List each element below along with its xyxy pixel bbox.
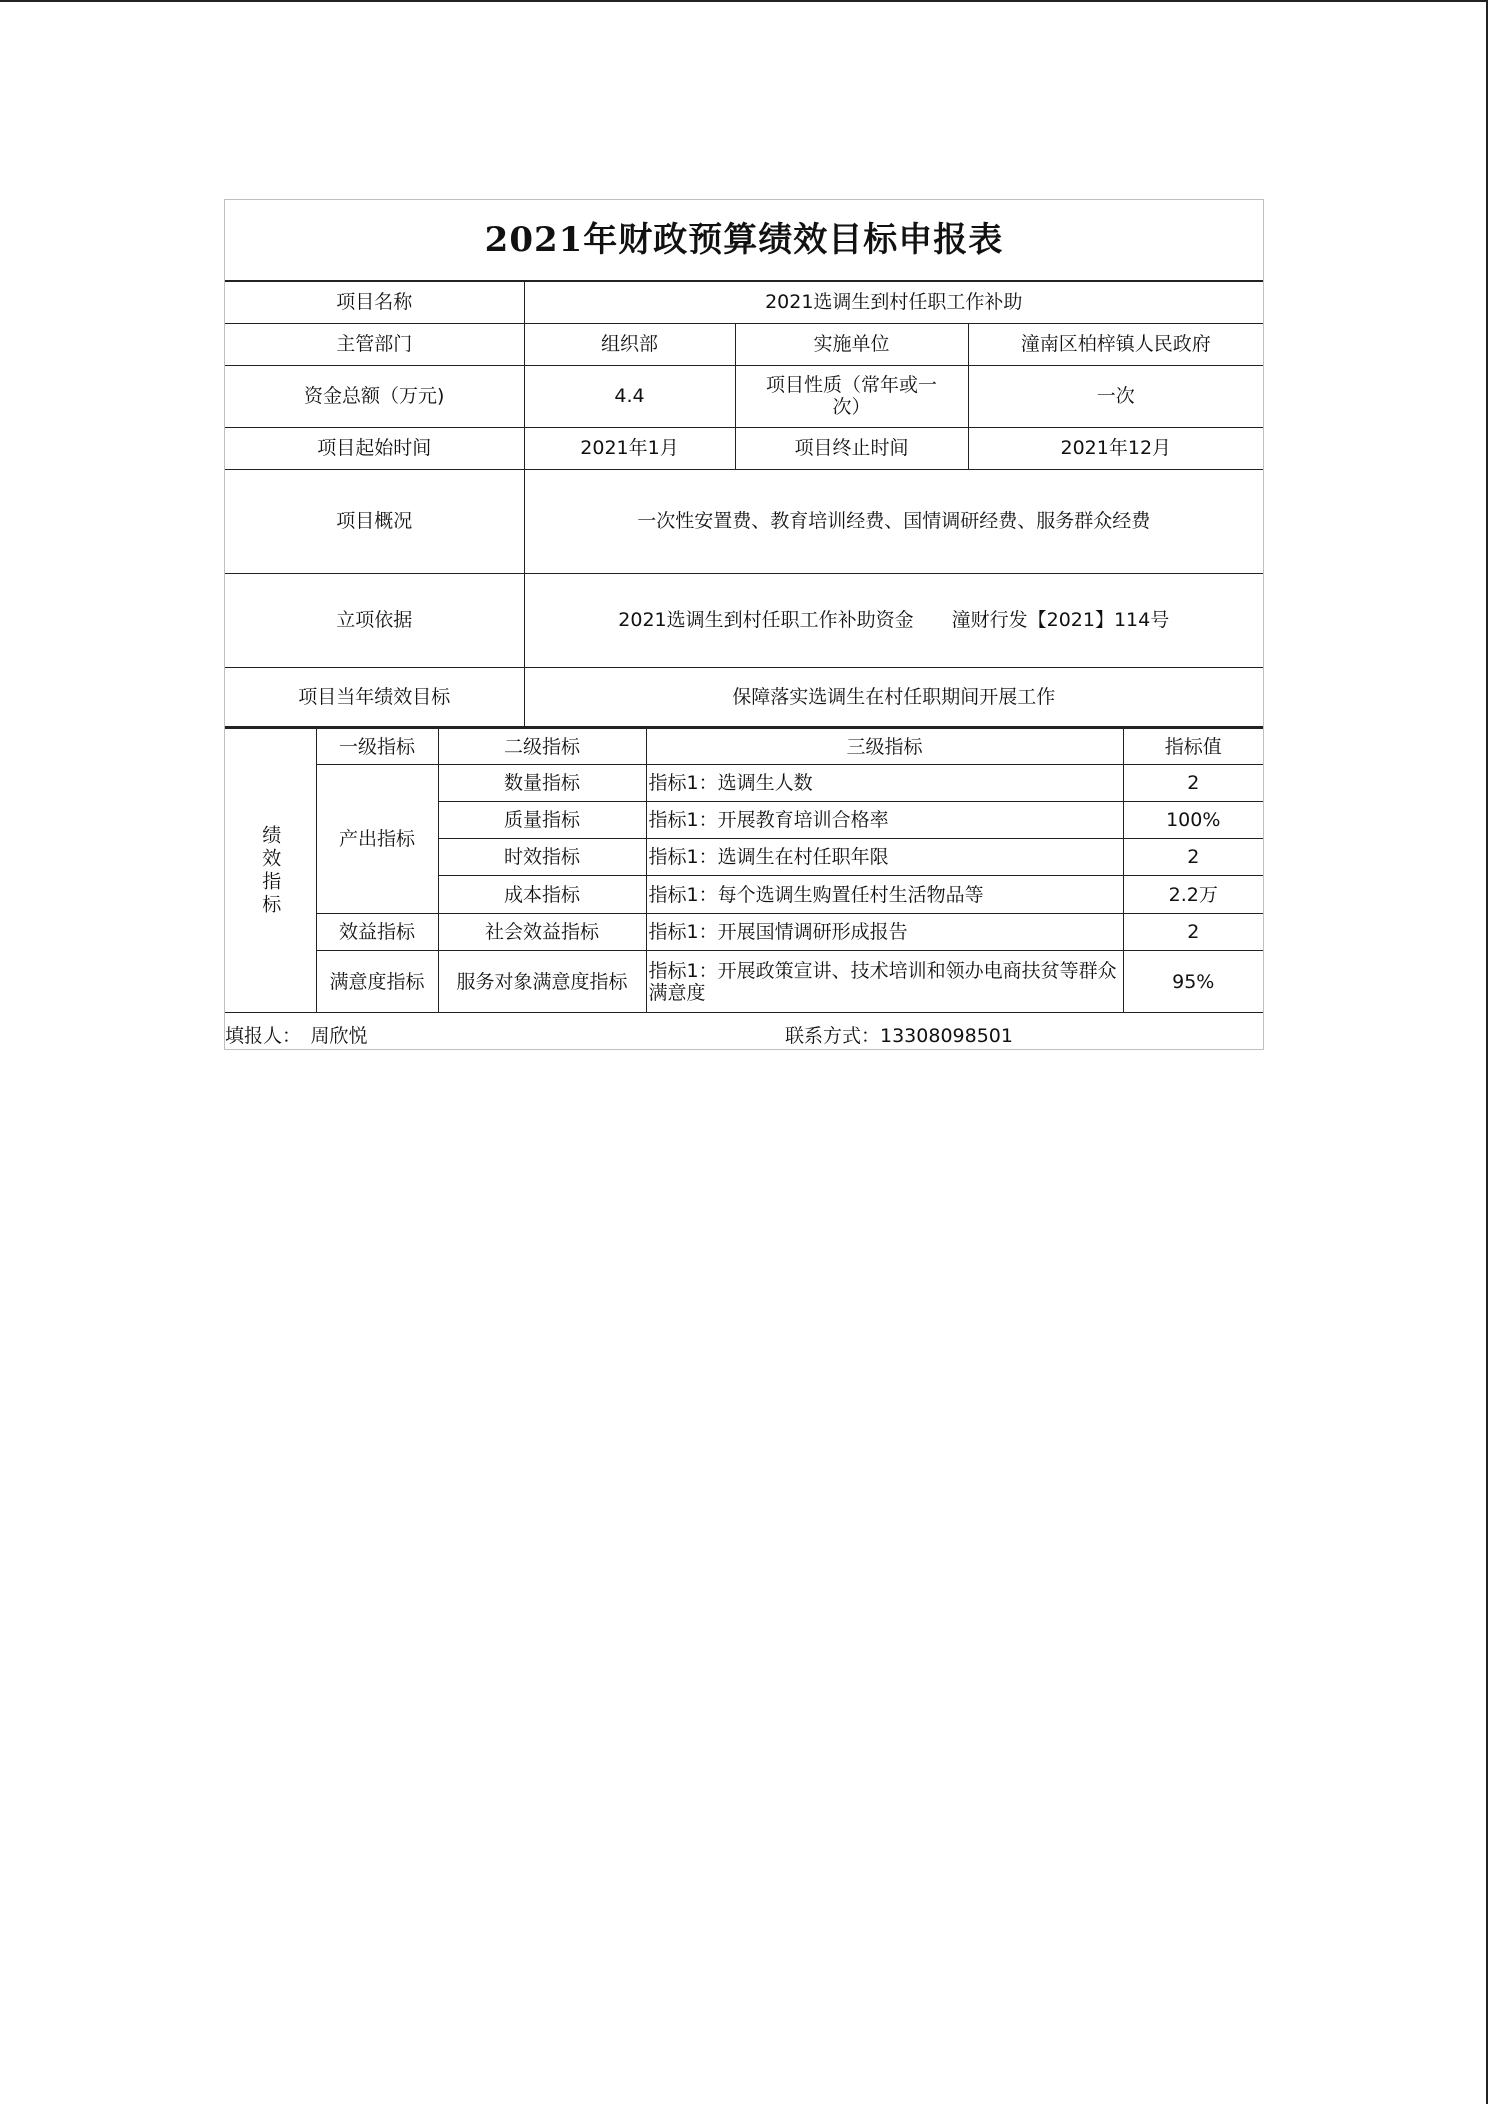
row-department [225,323,1263,365]
table-row [225,765,1263,802]
basis-label: 立项依据 [225,573,524,667]
level2-cell: 成本指标 [438,876,646,914]
level3-cell: 指标1：开展国情调研形成报告 [646,914,1123,951]
form-title: 2021年财政预算绩效目标申报表 [484,220,1004,260]
row-funds [225,365,1263,427]
level2-cell: 质量指标 [438,802,646,839]
page-border-top [0,0,1488,2]
project-name-value: 2021选调生到村任职工作补助 [524,281,1263,323]
header-level2: 二级指标 [438,729,646,765]
overview-value: 一次性安置费、教育培训经费、国情调研经费、服务群众经费 [524,469,1263,573]
goal-label: 项目当年绩效目标 [225,667,524,727]
impl-unit-value: 潼南区柏梓镇人民政府 [968,323,1263,365]
table-row [225,951,1263,1013]
nature-label: 项目性质（常年或一次） [735,365,968,427]
indicators-header-row [225,729,1263,765]
table-row [225,914,1263,951]
form-footer [225,1013,1263,1049]
contact-info: 联系方式：13308098501 [785,1025,1013,1047]
header-level3: 三级指标 [646,729,1123,765]
level3-cell: 指标1：选调生在村任职年限 [646,839,1123,876]
overview-label: 项目概况 [225,469,524,573]
end-time-label: 项目终止时间 [735,427,968,469]
value-cell: 2 [1123,765,1263,802]
row-project-name [225,281,1263,323]
start-time-value: 2021年1月 [524,427,735,469]
satisfaction-indicator-label: 满意度指标 [316,951,438,1013]
level3-cell: 指标1：每个选调生购置任村生活物品等 [646,876,1123,914]
level3-cell: 指标1：选调生人数 [646,765,1123,802]
row-basis [225,573,1263,667]
level2-cell: 社会效益指标 [438,914,646,951]
basis-value: 2021选调生到村任职工作补助资金 潼财行发【2021】114号 [524,573,1263,667]
value-cell: 95% [1123,951,1263,1013]
project-name-label: 项目名称 [225,281,524,323]
section-label-performance: 绩效指标 [225,729,316,1013]
level2-cell: 时效指标 [438,839,646,876]
header-level1: 一级指标 [316,729,438,765]
funds-value: 4.4 [524,365,735,427]
indicators-table [225,728,1263,1013]
goal-value: 保障落实选调生在村任职期间开展工作 [524,667,1263,727]
level2-cell: 服务对象满意度指标 [438,951,646,1013]
value-cell: 100% [1123,802,1263,839]
value-cell: 2 [1123,839,1263,876]
project-info-table [225,280,1263,728]
start-time-label: 项目起始时间 [225,427,524,469]
benefit-indicator-label: 效益指标 [316,914,438,951]
impl-unit-label: 实施单位 [735,323,968,365]
level2-cell: 数量指标 [438,765,646,802]
level3-cell: 指标1：开展教育培训合格率 [646,802,1123,839]
header-value: 指标值 [1123,729,1263,765]
row-goal [225,667,1263,727]
row-overview [225,469,1263,573]
value-cell: 2.2万 [1123,876,1263,914]
row-time [225,427,1263,469]
filler-name: 填报人： 周欣悦 [225,1025,368,1047]
budget-form [224,199,1264,1050]
department-value: 组织部 [524,323,735,365]
funds-label: 资金总额（万元) [225,365,524,427]
nature-value: 一次 [968,365,1263,427]
level3-cell: 指标1：开展政策宣讲、技术培训和领办电商扶贫等群众满意度 [646,951,1123,1013]
value-cell: 2 [1123,914,1263,951]
output-indicator-label: 产出指标 [316,765,438,914]
end-time-value: 2021年12月 [968,427,1263,469]
department-label: 主管部门 [225,323,524,365]
